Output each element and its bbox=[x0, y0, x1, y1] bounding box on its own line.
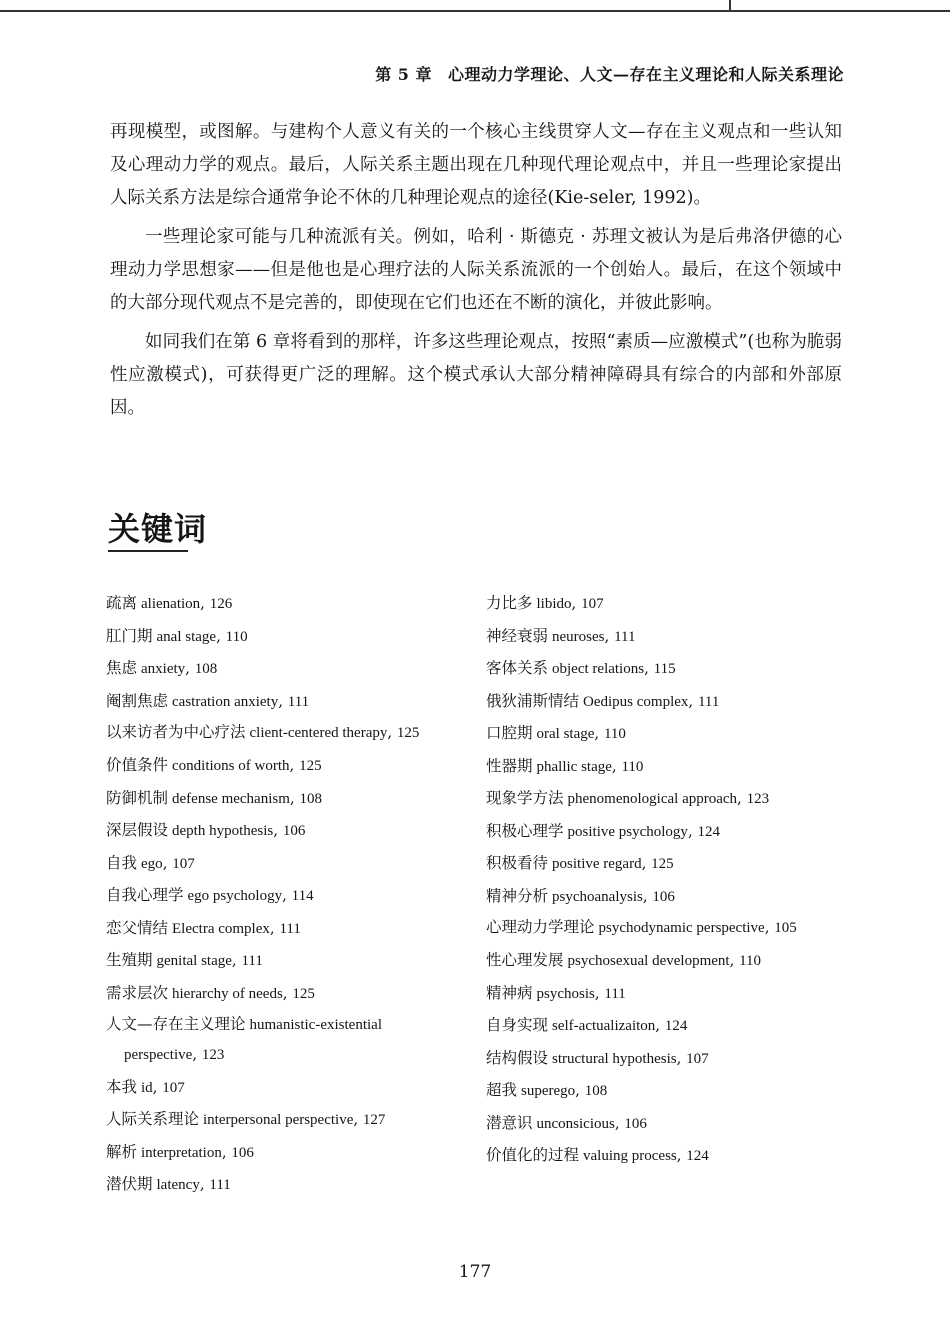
keyword-entry: 恋父情结 Electra complex, 111 bbox=[106, 918, 301, 937]
keyword-chinese: 神经衰弱 bbox=[486, 626, 549, 645]
keyword-english: anal stage bbox=[156, 628, 217, 645]
keyword-page: 125 bbox=[396, 725, 420, 741]
keyword-entry: 积极看待 positive regard, 125 bbox=[486, 854, 674, 872]
keyword-page: 111 bbox=[241, 953, 263, 969]
keyword-english: defense mechanism bbox=[172, 790, 290, 807]
keyword-page: 125 bbox=[299, 758, 322, 774]
keyword-entry: 自我 ego, 107 bbox=[106, 853, 195, 872]
keyword-entry: 以来访者为中心疗法 client-centered therapy, 125 bbox=[106, 723, 420, 741]
keyword-page: 114 bbox=[291, 888, 314, 904]
section-title-keywords: 关键词 bbox=[108, 510, 208, 548]
keyword-english: interpersonal perspective bbox=[203, 1111, 354, 1128]
keyword-chinese: 心理动力学理论 bbox=[486, 918, 595, 936]
keyword-entry: 性心理发展 psychosexual development, 110 bbox=[486, 951, 762, 969]
keyword-english: psychosis bbox=[536, 985, 595, 1002]
keyword-page: 107 bbox=[581, 596, 604, 612]
keyword-entry: 阉割焦虑 castration anxiety, 111 bbox=[106, 691, 310, 710]
keyword-page: 111 bbox=[604, 985, 626, 1002]
keyword-chinese: 积极心理学 bbox=[486, 821, 564, 840]
keyword-entry: 价值化的过程 valuing process, 124 bbox=[486, 1146, 709, 1164]
keyword-page: 111 bbox=[697, 693, 720, 710]
keyword-english: humanistic-existential perspective bbox=[124, 1017, 382, 1063]
keyword-entry: 疏离 alienation, 126 bbox=[106, 594, 233, 612]
keyword-chinese: 恋父情结 bbox=[106, 918, 169, 937]
keyword-page: 108 bbox=[194, 661, 218, 677]
keyword-english: structural hypothesis bbox=[552, 1050, 677, 1067]
keyword-chinese: 疏离 bbox=[106, 594, 138, 612]
keyword-entry: 自我心理学 ego psychology, 114 bbox=[106, 886, 314, 904]
keyword-english: neuroses bbox=[552, 628, 605, 645]
keyword-page: 106 bbox=[652, 888, 675, 905]
keyword-page: 110 bbox=[603, 726, 626, 742]
keyword-entry: 人文—存在主义理论 humanistic-existential perspective, 123 bbox=[106, 1015, 382, 1063]
keyword-english: latency bbox=[156, 1177, 200, 1193]
keyword-page: 108 bbox=[299, 790, 322, 807]
keyword-page: 111 bbox=[287, 693, 310, 710]
top-tick-mark bbox=[729, 0, 731, 12]
keyword-chinese: 潜意识 bbox=[486, 1113, 533, 1132]
keyword-chinese: 精神分析 bbox=[486, 886, 549, 905]
keyword-page: 127 bbox=[362, 1111, 386, 1128]
keyword-english: superego bbox=[521, 1083, 576, 1099]
keyword-english: conditions of worth bbox=[172, 758, 290, 774]
paragraph: 再现模型，或图解。与建构个人意义有关的一个核心主线贯穿人文—存在主义观点和一些认知及心理动力学的观点。最后，人际关系主题出现在几种现代理论观点中，并且一些理论家提出人际关系方法是综合通常争论不休的几种理论观点的途径(Kie-seler, 1992)。 bbox=[110, 122, 842, 208]
keyword-page: 123 bbox=[746, 791, 770, 807]
keyword-english: Oedipus complex bbox=[583, 693, 689, 710]
keyword-column-left bbox=[106, 588, 454, 1202]
keyword-entry: 现象学方法 phenomenological approach, 123 bbox=[486, 789, 770, 807]
keyword-chinese: 深层假设 bbox=[106, 821, 169, 839]
keyword-english: depth hypothesis bbox=[172, 823, 274, 839]
keyword-entry: 价值条件 conditions of worth, 125 bbox=[106, 756, 322, 774]
keyword-entry: 自身实现 self-actualizaiton, 124 bbox=[486, 1016, 688, 1034]
keyword-page: 126 bbox=[209, 596, 233, 612]
keyword-page: 124 bbox=[697, 823, 720, 840]
keyword-english: object relations bbox=[552, 661, 645, 677]
paragraph: 如同我们在第 6 章将看到的那样，许多这些理论观点，按照“素质—应激模式”(也称为脆弱性应激模式)，可获得更广泛的理解。这个模式承认大部分精神障碍具有综合的内部和外部原因。 bbox=[110, 332, 842, 418]
keyword-entry: 神经衰弱 neuroses, 111 bbox=[486, 626, 636, 645]
keyword-page: 106 bbox=[624, 1115, 647, 1132]
keyword-chinese: 防御机制 bbox=[106, 788, 169, 807]
keyword-page: 110 bbox=[225, 628, 248, 645]
keyword-entry: 潜意识 unconsicious, 106 bbox=[486, 1113, 647, 1132]
keyword-entry: 焦虑 anxiety, 108 bbox=[106, 659, 218, 677]
keyword-chinese: 自我心理学 bbox=[106, 886, 184, 904]
keyword-entry: 性器期 phallic stage, 110 bbox=[486, 756, 644, 775]
keyword-chinese: 自身实现 bbox=[486, 1016, 549, 1034]
keyword-entry: 潜伏期 latency, 111 bbox=[106, 1175, 231, 1193]
keyword-page: 124 bbox=[664, 1018, 688, 1034]
keyword-entry: 本我 id, 107 bbox=[106, 1078, 185, 1096]
keyword-entry: 心理动力学理论 psychodynamic perspective, 105 bbox=[486, 918, 797, 936]
paragraph: 一些理论家可能与几种流派有关。例如，哈利 · 斯德克 · 苏理文被认为是后弗洛伊德的心理动力学思想家——但是他也是心理疗法的人际关系流派的一个创始人。最后，在这个领域中的大部分现代观点不是完善的，即使现在它们也还在不断的演化，并彼此影响。 bbox=[110, 227, 842, 313]
keyword-english: oral stage bbox=[536, 726, 595, 742]
keyword-entry: 防御机制 defense mechanism, 108 bbox=[106, 788, 322, 807]
keyword-chinese: 人文—存在主义理论 bbox=[106, 1015, 246, 1033]
keyword-english: psychosexual development bbox=[567, 953, 730, 969]
keyword-entry: 精神病 psychosis, 111 bbox=[486, 983, 626, 1002]
keyword-chinese: 俄狄浦斯情结 bbox=[486, 691, 580, 710]
keyword-chinese: 潜伏期 bbox=[106, 1175, 153, 1193]
keyword-entry: 超我 superego, 108 bbox=[486, 1081, 608, 1099]
keyword-page: 115 bbox=[653, 661, 676, 677]
chapter-number: 第 5 章 bbox=[375, 65, 432, 84]
keyword-entry: 解析 interpretation, 106 bbox=[106, 1142, 254, 1161]
keyword-chinese: 价值条件 bbox=[106, 756, 169, 774]
running-header bbox=[375, 62, 844, 85]
keyword-english: phallic stage bbox=[536, 758, 612, 775]
keyword-chinese: 结构假设 bbox=[486, 1048, 549, 1067]
keyword-english: genital stage bbox=[156, 953, 232, 969]
keyword-page: 106 bbox=[231, 1144, 254, 1161]
keyword-chinese: 焦虑 bbox=[106, 659, 138, 677]
keyword-english: phenomenological approach bbox=[567, 791, 738, 807]
keyword-chinese: 价值化的过程 bbox=[486, 1146, 580, 1164]
keyword-chinese: 肛门期 bbox=[106, 626, 153, 645]
keyword-entry: 生殖期 genital stage, 111 bbox=[106, 951, 263, 969]
keyword-english: self-actualizaiton bbox=[552, 1018, 656, 1034]
keyword-chinese: 阉割焦虑 bbox=[106, 691, 169, 710]
keyword-page: 107 bbox=[162, 1080, 185, 1096]
keyword-english: valuing process bbox=[583, 1148, 677, 1164]
keyword-page: 107 bbox=[686, 1050, 709, 1067]
keyword-chinese: 需求层次 bbox=[106, 983, 169, 1002]
keyword-page: 123 bbox=[201, 1047, 225, 1063]
keyword-chinese: 积极看待 bbox=[486, 854, 549, 872]
keyword-entry: 积极心理学 positive psychology, 124 bbox=[486, 821, 720, 840]
keyword-page: 111 bbox=[279, 920, 301, 937]
keyword-page: 125 bbox=[292, 985, 315, 1002]
keyword-entry: 口腔期 oral stage, 110 bbox=[486, 724, 626, 742]
keyword-chinese: 解析 bbox=[106, 1142, 138, 1161]
keyword-chinese: 精神病 bbox=[486, 983, 533, 1002]
page-number: 177 bbox=[458, 1262, 492, 1282]
keyword-entry: 精神分析 psychoanalysis, 106 bbox=[486, 886, 675, 905]
keyword-page: 110 bbox=[621, 758, 644, 775]
section-title-underline bbox=[108, 550, 188, 552]
keyword-english: ego psychology bbox=[187, 888, 283, 904]
keyword-entry: 需求层次 hierarchy of needs, 125 bbox=[106, 983, 315, 1002]
keyword-entry: 俄狄浦斯情结 Oedipus complex, 111 bbox=[486, 691, 720, 710]
keyword-page: 124 bbox=[686, 1148, 709, 1164]
keyword-page: 110 bbox=[739, 953, 762, 969]
keyword-chinese: 客体关系 bbox=[486, 659, 549, 677]
keyword-page: 106 bbox=[282, 823, 306, 839]
keyword-chinese: 以来访者为中心疗法 bbox=[106, 723, 246, 741]
keyword-chinese: 自我 bbox=[106, 853, 138, 872]
keyword-entry: 结构假设 structural hypothesis, 107 bbox=[486, 1048, 709, 1067]
keyword-chinese: 人际关系理论 bbox=[106, 1109, 200, 1128]
keyword-entry: 深层假设 depth hypothesis, 106 bbox=[106, 821, 306, 839]
keyword-page: 111 bbox=[614, 628, 636, 645]
keyword-english: alienation bbox=[141, 596, 201, 612]
keyword-chinese: 性器期 bbox=[486, 756, 533, 775]
keyword-english: ego bbox=[141, 855, 163, 872]
keyword-entry: 人际关系理论 interpersonal perspective, 127 bbox=[106, 1109, 386, 1128]
keyword-chinese: 现象学方法 bbox=[486, 789, 564, 807]
keyword-chinese: 超我 bbox=[486, 1081, 518, 1099]
keyword-english: hierarchy of needs bbox=[172, 985, 283, 1002]
top-rule bbox=[0, 10, 950, 12]
keyword-chinese: 本我 bbox=[106, 1078, 138, 1096]
keyword-entry: 客体关系 object relations, 115 bbox=[486, 659, 676, 677]
keyword-english: unconsicious bbox=[536, 1115, 615, 1132]
keyword-english: positive regard bbox=[552, 856, 642, 872]
keyword-chinese: 生殖期 bbox=[106, 951, 153, 969]
keyword-page: 107 bbox=[172, 855, 195, 872]
keyword-english: psychoanalysis bbox=[552, 888, 643, 905]
chapter-title: 心理动力学理论、人文—存在主义理论和人际关系理论 bbox=[447, 65, 844, 84]
keyword-english: libido bbox=[536, 596, 572, 612]
keyword-entry: 肛门期 anal stage, 110 bbox=[106, 626, 248, 645]
keyword-english: client-centered therapy bbox=[249, 725, 388, 741]
keyword-english: id bbox=[141, 1080, 153, 1096]
keyword-english: interpretation bbox=[141, 1144, 222, 1161]
body-text bbox=[110, 116, 842, 431]
keyword-column-right bbox=[486, 588, 842, 1173]
keyword-english: positive psychology bbox=[567, 823, 688, 840]
keyword-page: 105 bbox=[774, 920, 797, 936]
keyword-chinese: 力比多 bbox=[486, 594, 533, 612]
keyword-page: 108 bbox=[584, 1083, 608, 1099]
keyword-entry: 力比多 libido, 107 bbox=[486, 594, 604, 612]
keyword-english: anxiety bbox=[141, 661, 186, 677]
keyword-page: 125 bbox=[651, 856, 674, 872]
keyword-english: Electra complex bbox=[172, 920, 270, 937]
keyword-chinese: 口腔期 bbox=[486, 724, 533, 742]
keyword-page: 111 bbox=[209, 1177, 231, 1193]
keyword-chinese: 性心理发展 bbox=[486, 951, 564, 969]
keyword-english: psychodynamic perspective bbox=[598, 920, 765, 936]
keyword-english: castration anxiety bbox=[172, 693, 279, 710]
